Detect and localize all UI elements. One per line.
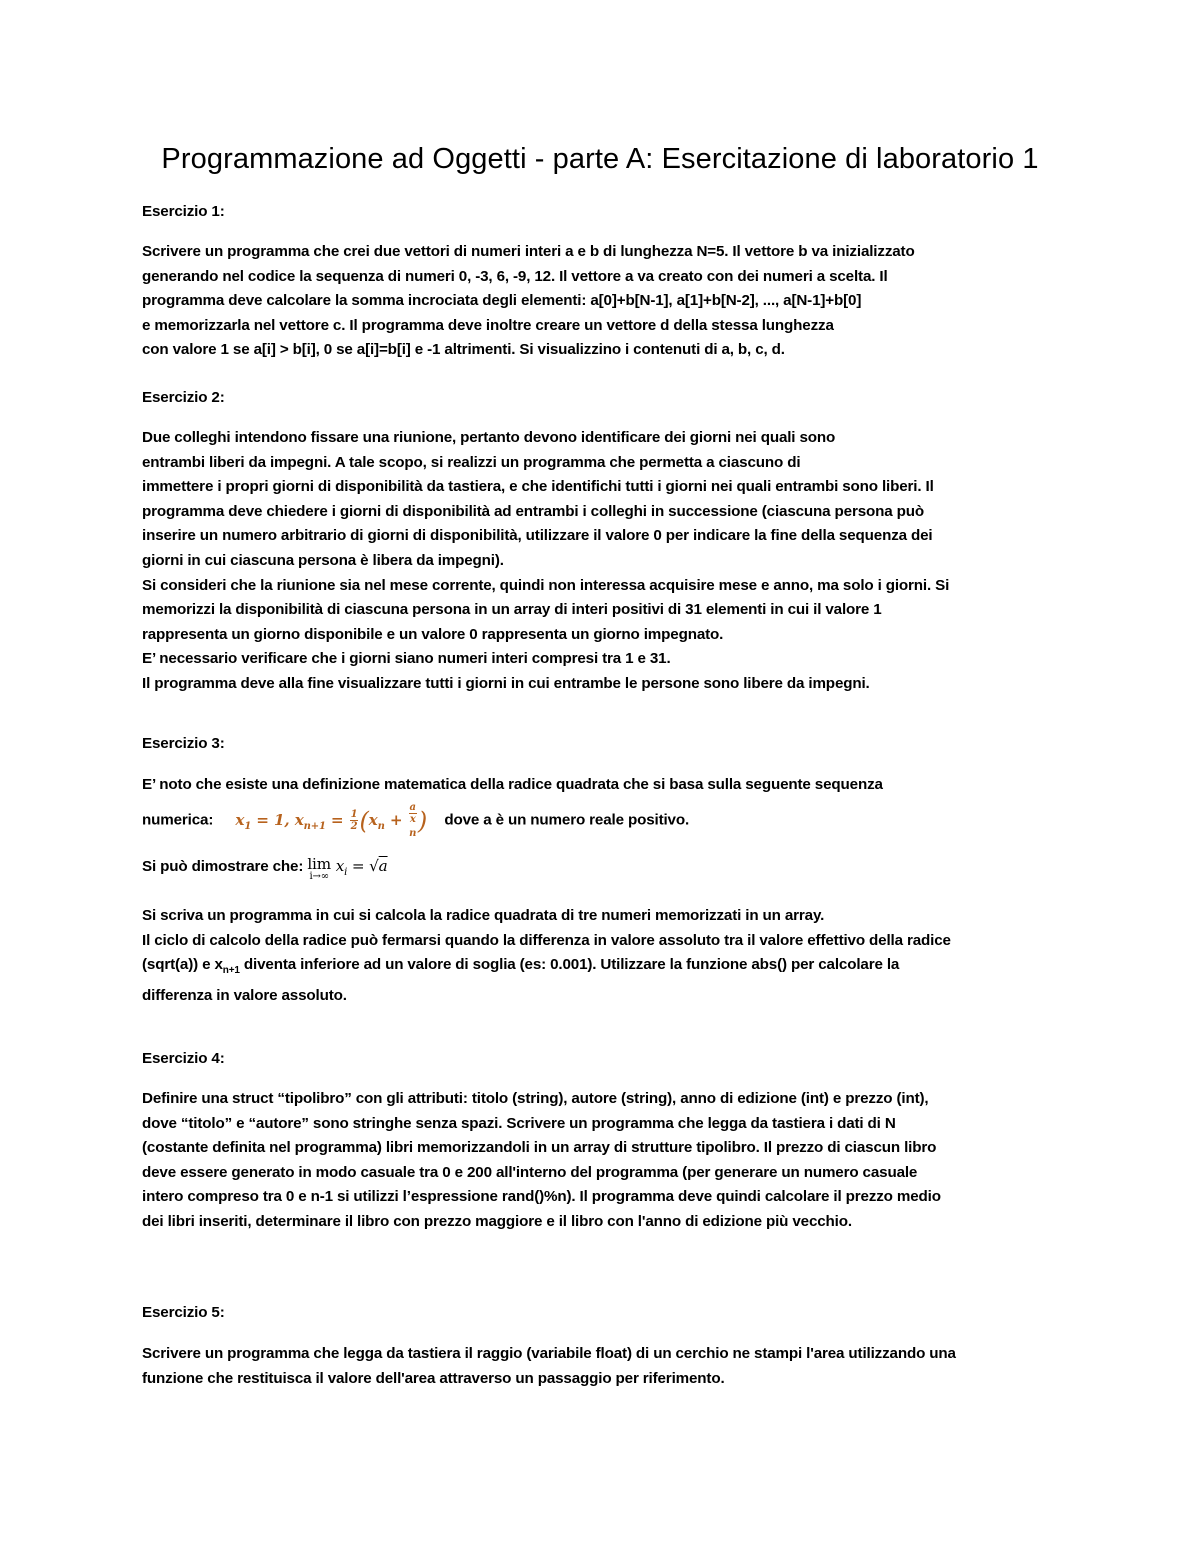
ex2-heading: Esercizio 2: — [142, 389, 225, 406]
ex5-heading: Esercizio 5: — [142, 1304, 225, 1321]
ex2-line: memorizzi la disponibilità di ciascuna persona in un array di interi positivi di 31 elementi in cui il valore 1 — [142, 601, 882, 619]
ex3-line: Si scriva un programma in cui si calcola la radice quadrata di tre numeri memorizzati in un array. — [142, 907, 825, 924]
ex3-line: (sqrt(a)) e $x_{n+1}$ diventa inferiore ad un valore di soglia (es: 0.001). Utilizzare la funzione abs() per calcolare la — [142, 956, 900, 977]
ex2-line: E’ necessario verificare che i giorni siano numeri interi compresi tra 1 e 31. — [142, 650, 671, 668]
sequence-formula: $x_1 = 1$, $x_{n+1}$ = $\frac{1}{2}$ ($x_n$ + a x $_n$ ) — [235, 802, 428, 839]
a-over-xn-fraction: a x $_n$ — [409, 802, 417, 839]
after-formula: dove a è un numero reale positivo. — [444, 811, 690, 829]
ex2-line: giorni in cui ciascuna persona è libera da impegni). — [142, 551, 504, 569]
ex2-line: Due colleghi intendono fissare una riunione, pertanto devono identificare dei giorni nei quali sono — [142, 429, 836, 446]
ex2-line: programma deve chiedere i giorni di disponibilità ad entrambi i colleghi in successione (ciascuna persona può — [142, 502, 925, 520]
ex1-line: generando nel codice la sequenza di numeri 0, -3, 6, -9, 12. Il vettore a va creato con dei numeri a scelta. Il — [142, 267, 888, 285]
ex2-line: inserire un numero arbitrario di giorni di disponibilità, utilizzare il valore 0 per indicare la fine della sequenza dei — [142, 527, 933, 545]
ex5-body — [142, 1342, 1062, 1391]
ex4-heading: Esercizio 4: — [142, 1050, 225, 1067]
ex3-limit-line — [142, 856, 1062, 883]
ex4-line: dove “titolo” e “autore” sono stringhe senza spazi. Scrivere un programma che legga da tastiera i dati di N — [142, 1114, 896, 1132]
ex2-line: Il programma deve alla fine visualizzare tutti i giorni in cui entrambe le persone sono libere da impegni. — [142, 674, 870, 692]
numerica-label: numerica: — [142, 811, 214, 829]
ex4-line: (costante definita nel programma) libri memorizzandoli in un array di strutture tipolibro. Il prezzo di ciascun libro — [142, 1139, 937, 1157]
ex1-body — [142, 240, 1062, 363]
ex1-line: programma deve calcolare la somma incrociata degli elementi: a[0]+b[N-1], a[1]+b[N-2], ..., a[N-1]+b[0] — [142, 292, 862, 310]
limit-formula: lim i→∞ $x_i = √a$ — [307, 855, 388, 882]
ex3-intro: E’ noto che esiste una definizione matematica della radice quadrata che si basa sulla seguente sequenza — [142, 776, 883, 793]
ex3-body — [142, 904, 1062, 1008]
proof-label: Si può dimostrare che: — [142, 858, 304, 875]
ex5-line: funzione che restituisca il valore dell'area attraverso un passaggio per riferimento. — [142, 1369, 725, 1387]
ex5-line: Scrivere un programma che legga da tastiera il raggio (variabile float) di un cerchio ne stampi l'area utilizzando una — [142, 1345, 956, 1362]
ex3-line: differenza in valore assoluto. — [142, 986, 347, 1004]
ex1-line: e memorizzarla nel vettore c. Il programma deve inoltre creare un vettore d della stessa lunghezza — [142, 316, 834, 334]
ex3-heading: Esercizio 3: — [142, 735, 225, 752]
ex4-line: dei libri inseriti, determinare il libro con prezzo maggiore e il libro con l'anno di edizione più vecchio. — [142, 1212, 852, 1230]
ex2-line: immettere i propri giorni di disponibilità da tastiera, e che identifichi tutti i giorni nei quali entrambi sono liberi. Il — [142, 478, 934, 496]
ex2-body — [142, 426, 1062, 697]
ex2-line: entrambi liberi da impegni. A tale scopo, si realizzi un programma che permetta a ciascuno di — [142, 453, 801, 471]
ex4-line: deve essere generato in modo casuale tra 0 e 200 all'interno del programma (per generare un numero casuale — [142, 1163, 918, 1181]
half-fraction: $\frac{1}{2}$ — [350, 809, 358, 832]
ex3-formula-line — [142, 802, 1062, 842]
ex1-line: Scrivere un programma che crei due vettori di numeri interi a e b di lunghezza N=5. Il vettore b va inizializzato — [142, 243, 915, 260]
ex3-line: Il ciclo di calcolo della radice può fermarsi quando la differenza in valore assoluto tra il valore effettivo della radice — [142, 931, 951, 949]
page-title: Programmazione ad Oggetti - parte A: Esercitazione di laboratorio 1 — [161, 143, 1039, 175]
ex1-heading: Esercizio 1: — [142, 203, 225, 220]
ex4-line: Definire una struct “tipolibro” con gli attributi: titolo (string), autore (string), anno di edizione (int) e prezzo (int), — [142, 1090, 929, 1107]
ex2-line: Si consideri che la riunione sia nel mese corrente, quindi non interessa acquisire mese e anno, ma solo i giorni. Si — [142, 576, 950, 594]
ex4-body — [142, 1087, 1062, 1235]
ex1-line: con valore 1 se a[i] > b[i], 0 se a[i]=b[i] e -1 altrimenti. Si visualizzino i contenuti di a, b, c, d. — [142, 341, 785, 359]
ex4-line: intero compreso tra 0 e n-1 si utilizzi l’espressione rand()%n). Il programma deve quindi calcolare il prezzo medio — [142, 1188, 941, 1206]
ex2-line: rappresenta un giorno disponibile e un valore 0 rappresenta un giorno impegnato. — [142, 625, 724, 643]
